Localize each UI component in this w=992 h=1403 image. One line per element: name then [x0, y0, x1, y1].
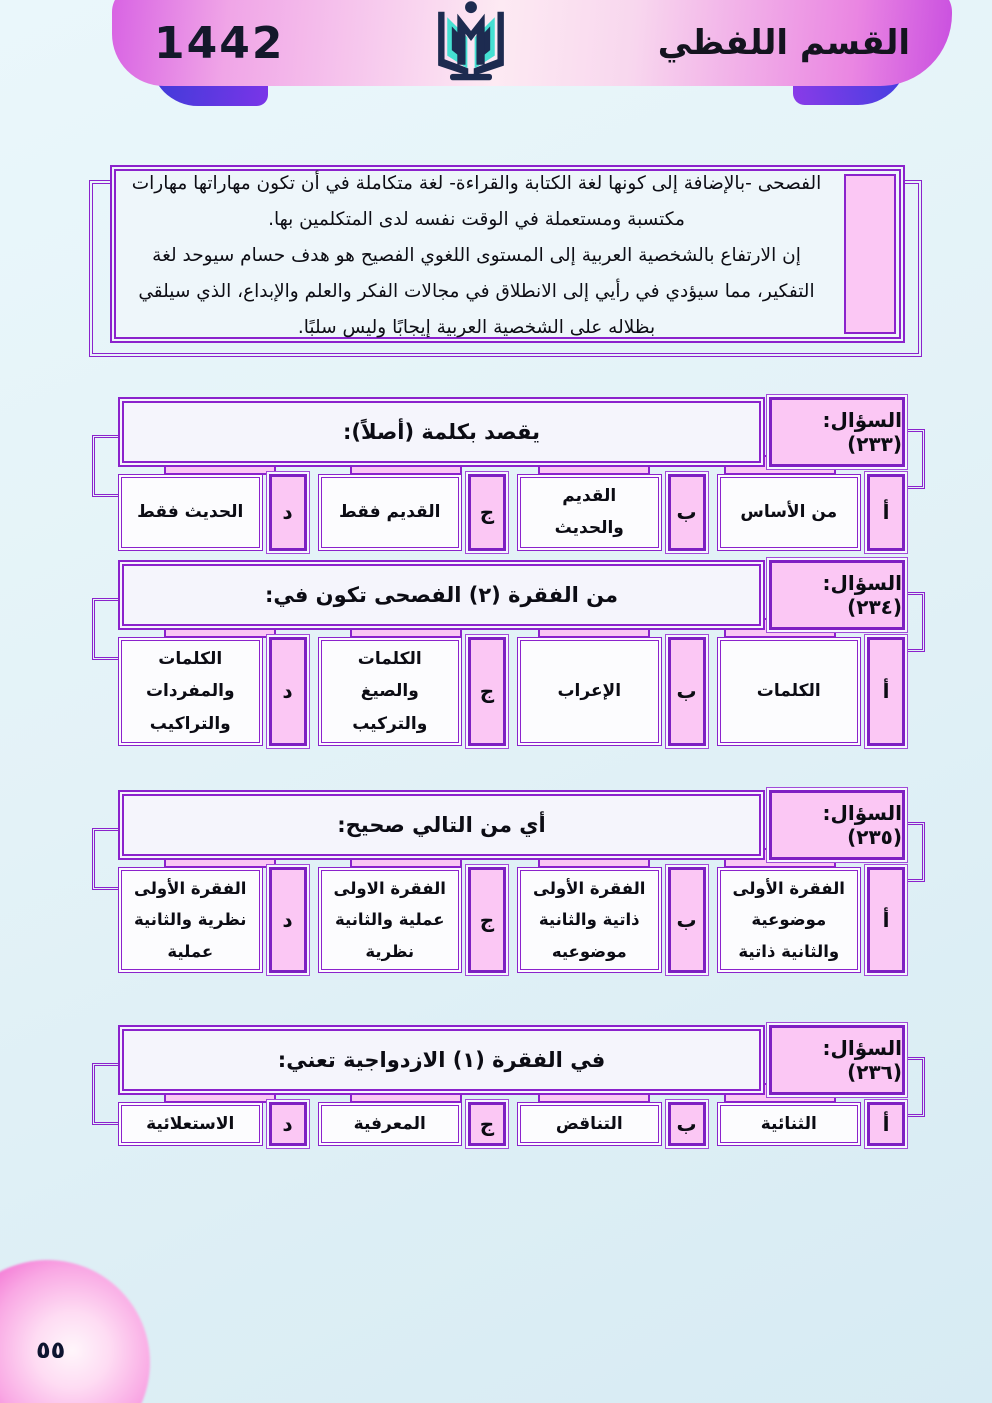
passage-container: [110, 165, 905, 343]
option-letter: ب: [668, 867, 706, 973]
option-d: [118, 474, 307, 551]
passage-text: [116, 171, 841, 337]
option-letter: أ: [867, 474, 905, 551]
option-text: الفقرة الأولى ذاتية والثانية موضوعيه: [517, 867, 662, 973]
question-text: أي من التالي صحيح:: [337, 813, 546, 837]
option-b: [517, 474, 706, 551]
section-title: القسم اللفظي: [657, 23, 910, 63]
option-letter: ج: [468, 1102, 506, 1146]
option-a: [717, 1102, 906, 1146]
book-m-logo-icon: [425, 0, 517, 83]
header-banner: [112, 0, 952, 86]
option-text: الاستعلائية: [118, 1102, 263, 1146]
options-row: [118, 867, 905, 973]
option-c: [318, 637, 507, 746]
decorative-bracket-left: [92, 828, 120, 890]
option-text: الكلمات والصيغ والتركيب: [318, 637, 463, 746]
question-block-234: [92, 560, 925, 746]
option-text: الكلمات: [717, 637, 862, 746]
option-text: الإعراب: [517, 637, 662, 746]
option-c: [318, 867, 507, 973]
option-a: [717, 637, 906, 746]
option-text: الثنائية: [717, 1102, 862, 1146]
question-header: [118, 560, 765, 630]
option-text: الفقرة الأولى نظرية والثانية عملية: [118, 867, 263, 973]
option-a: [717, 474, 906, 551]
question-header: [118, 1025, 765, 1095]
question-block-233: [92, 397, 925, 551]
option-a: [717, 867, 906, 973]
question-number-label: السؤال: (٢٣٣): [769, 397, 905, 467]
option-text: الكلمات والمفردات والتراكيب: [118, 637, 263, 746]
passage-paragraph: الفصحى -بالإضافة إلى كونها لغة الكتابة والقراءة- لغة متكاملة في أن تكون مهاراتها مهارات مكتسبة ومستعملة في الوقت نفسه لدى المتكلمين بها.: [131, 172, 822, 230]
passage-box: [110, 165, 905, 343]
option-text: الفقرة الاولى عملية والثانية نظرية: [318, 867, 463, 973]
option-letter: أ: [867, 1102, 905, 1146]
option-text: القديم فقط: [318, 474, 463, 551]
question-block-235: [92, 790, 925, 973]
question-header: [118, 790, 765, 860]
option-letter: ب: [668, 474, 706, 551]
option-text: الفقرة الأولى موضوعية والثانية ذاتية: [717, 867, 862, 973]
decorative-bracket-left: [92, 598, 120, 660]
options-row: [118, 474, 905, 551]
option-letter: ج: [468, 474, 506, 551]
options-row: [118, 1102, 905, 1146]
option-letter: د: [269, 867, 307, 973]
options-row: [118, 637, 905, 746]
option-letter: د: [269, 637, 307, 746]
decorative-bracket-left: [92, 435, 120, 497]
option-d: [118, 637, 307, 746]
question-text: في الفقرة (١) الازدواجية تعني:: [277, 1048, 606, 1072]
passage-side-panel: [844, 174, 896, 334]
option-letter: ب: [668, 1102, 706, 1146]
option-b: [517, 637, 706, 746]
question-number-label: السؤال: (٢٣٦): [769, 1025, 905, 1095]
option-b: [517, 1102, 706, 1146]
option-c: [318, 474, 507, 551]
option-letter: ج: [468, 637, 506, 746]
passage-paragraph: إن الارتفاع بالشخصية العربية إلى المستوى اللغوي الفصيح هو هدف حسام سيوحد لغة التفكير، مما سيؤدي في رأيي إلى الانطلاق في مجالات الفكر والعلم والإبداع، الذي سيلقي بظلاله على الشخصية العربية إيجابًا وليس سلبًا.: [138, 244, 815, 339]
option-text: الحديث فقط: [118, 474, 263, 551]
question-block-236: [92, 1025, 925, 1146]
option-letter: د: [269, 474, 307, 551]
question-number-label: السؤال: (٢٣٥): [769, 790, 905, 860]
decorative-sphere: [0, 1260, 150, 1403]
option-text: التناقض: [517, 1102, 662, 1146]
question-text: يقصد بكلمة (أصلاً):: [343, 420, 540, 444]
option-letter: أ: [867, 637, 905, 746]
option-letter: ب: [668, 637, 706, 746]
option-c: [318, 1102, 507, 1146]
option-text: من الأساس: [717, 474, 862, 551]
question-header: [118, 397, 765, 467]
option-letter: ج: [468, 867, 506, 973]
option-letter: أ: [867, 867, 905, 973]
exam-year: 1442: [154, 17, 285, 69]
option-text: القديم والحديث: [517, 474, 662, 551]
question-number-label: السؤال: (٢٣٤): [769, 560, 905, 630]
page-number: ٥٥: [36, 1336, 66, 1364]
decorative-bracket-left: [92, 1063, 120, 1125]
option-d: [118, 867, 307, 973]
option-letter: د: [269, 1102, 307, 1146]
question-text: من الفقرة (٢) الفصحى تكون في:: [264, 583, 619, 607]
option-b: [517, 867, 706, 973]
option-d: [118, 1102, 307, 1146]
option-text: المعرفية: [318, 1102, 463, 1146]
